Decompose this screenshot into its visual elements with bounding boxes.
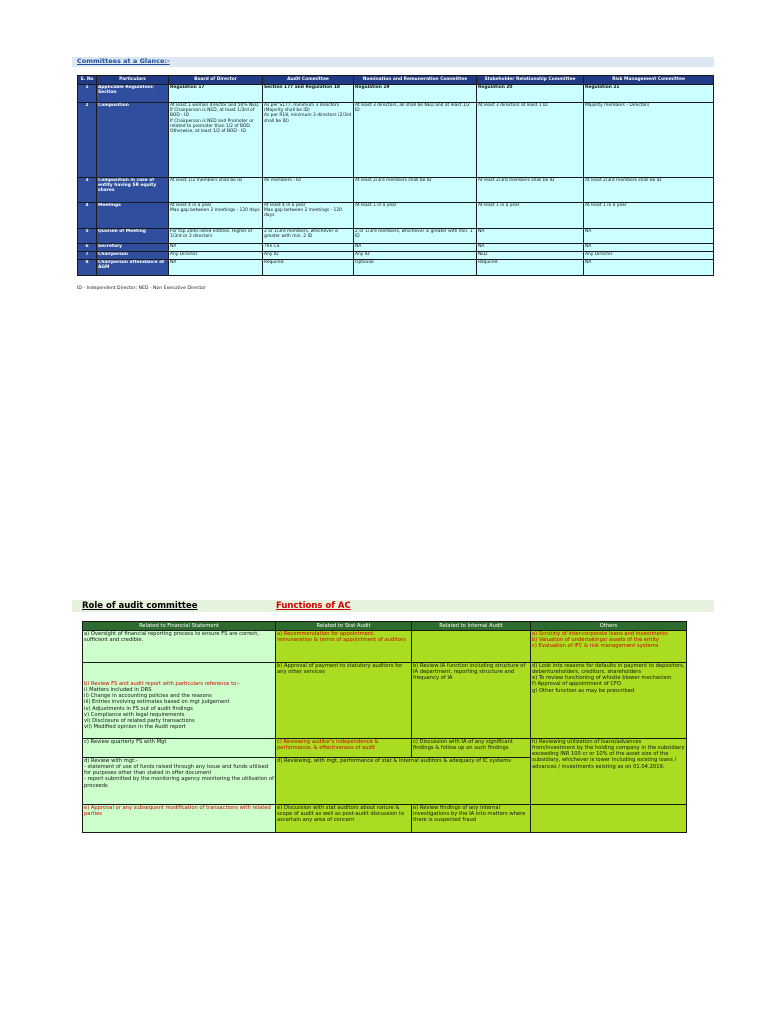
cell-ac: As per S177, minimum 3 directors (Majority shall be ID) As per R18, minimum 3 directors (2/3rd shall be ID) [263,103,354,178]
row-particular: Quorum of Meeting [97,229,169,244]
fs-item [83,805,276,833]
row-number: 5 [78,229,97,244]
stat-item [276,631,412,663]
row-particular: Composition in case of entity having SR equity shares [97,178,169,203]
fs-item-title: b) Review FS and audit report with particulars reference to:- [84,681,240,687]
col-header: Audit Committee [263,76,354,85]
cell-rmc: Any Director [584,252,714,260]
col-header: Related to Internal Audit [412,622,531,631]
committees-title: Committees at a Glance:- [77,57,170,65]
col-header: Nomination and Remuneration Committee [354,76,477,85]
fs-item: a) Oversight of financial reporting process to ensure FS are correct, sufficient and credible. [83,631,276,663]
row-number: 8 [78,260,97,276]
stat-item [276,739,412,758]
others-item [531,805,687,833]
col-header: Related to Financial Statement [83,622,276,631]
cell-nrc: Any ID [354,252,477,260]
col-header: Related to Stat Audit [276,622,412,631]
cell-src: Regulation 20 [477,85,584,103]
table-row [83,805,687,833]
audit-committee-title: Role of audit committee [82,601,198,611]
fs-item-list: i) Matters included in DRS ii) Change in accounting policies and the reasons iii) Entries involving estimates based on mgt judgement iv) Adjustments in FS out of audit findings v) Compliance with legal requirements vi) Disclosure of related party transactions vii) Modified opinion in the Audit report [84,687,230,730]
table-row [78,85,714,103]
cell-rmc: NA [584,229,714,244]
row-particular: Chairperson [97,252,169,260]
ia-item: c) Discussion with IA of any significant findings & follow up on such findings [412,739,531,758]
others-line: a) Scrutiny of inter-corporate loans and investments [532,631,668,637]
cell-nrc: Regulation 19 [354,85,477,103]
cell-rmc: At least 2/3rd members shall be ID [584,178,714,203]
table-header-row [83,622,687,631]
row-number: 4 [78,203,97,229]
cell-nrc: At least 2/3rd members shall be ID [354,178,477,203]
cell-rmc: Majority members - Directors [584,103,714,178]
row-particular: Applicable Regulation/ Section [97,85,169,103]
row-number: 6 [78,244,97,252]
cell-bod: Regulation 17 [169,85,263,103]
cell-nrc: At least 1 in a year [354,203,477,229]
cell-rmc: NA [584,260,714,276]
cell-bod: At least 1/2 members shall be ID [169,178,263,203]
col-header: Stakeholder Relationship Committee [477,76,584,85]
fs-item-text: e) Approval or any subsequent modification of transactions with related parties [84,805,271,818]
cell-bod: At least 4 in a year Max gap between 2 meetings - 120 days [169,203,263,229]
row-particular: Chairperson attendance at AGM [97,260,169,276]
cell-ac: Any ID [263,252,354,260]
ia-item [412,631,531,663]
row-particular: Composition [97,103,169,178]
table-row [78,178,714,203]
cell-ac: Required [263,260,354,276]
cell-src: At least 1 in a year [477,203,584,229]
cell-bod: NA [169,244,263,252]
cell-nrc: At least 3 directors, all shall be NED and at least 1/2 ID [354,103,477,178]
table-row [78,103,714,178]
stat-item: b) Approval of payment to statutory auditors for any other services [276,663,412,739]
abbreviation-note: ID - Independent Director; NED - Non Executive Director [77,286,206,291]
cell-rmc: Regulation 21 [584,85,714,103]
row-number: 3 [78,178,97,203]
cell-ac: Section 177 and Regulation 18 [263,85,354,103]
col-header: Particulars [97,76,169,85]
table-row [78,244,714,252]
cell-src: NED [477,252,584,260]
cell-bod: At least 1 woman director and 50% NED If Chairperson is NED, at least 1/3rd of BOD - ID If Chairperson is NED and Promoter or related to promoter than 1/2 of BOD. Otherwise, at least 1/2 of BOD - ID [169,103,263,178]
others-item [531,631,687,663]
fs-item: d) Review with mgt:- - statement of use of funds raised through any issue and funds utilised for purposes other than stated in offer document - report submitted by the monitoring agency monitoring the utilisation of proceeds [83,758,276,805]
ia-item: b) Review IA function including structure of IA department, reporting structure and frequency of IA [412,663,531,739]
cell-ac: At least 4 in a year Max gap between 2 meetings - 120 days [263,203,354,229]
row-particular: Secretary [97,244,169,252]
table-row [83,631,687,663]
cell-rmc: NA [584,244,714,252]
cell-rmc: At least 1 in a year [584,203,714,229]
table-row [78,260,714,276]
fs-item: c) Review quarterly FS with Mgt [83,739,276,758]
table-row [78,252,714,260]
stat-item-text: c) Reviewing auditor's independence & performance, & effectiveness of audit [277,739,379,752]
committees-table [77,75,714,276]
col-header: Risk Management Committee [584,76,714,85]
cell-ac: The CS [263,244,354,252]
cell-bod: For top 2000 listed entities, Higher of 1/3rd or 3 directors [169,229,263,244]
others-line: c) Evaluation of IFC & risk management systems [532,643,659,650]
stat-ia-shared-item: d) Reviewing, with mgt, performance of stat & internal auditors & adequacy of IC systems [276,758,531,805]
col-header: Others [531,622,687,631]
cell-nrc: Optional [354,260,477,276]
others-item: d) Look into reasons for defaults in payment to depositors, debentureholders, creditors, shareholders e) To review functioning of whistle blower mechanism f) Approval of appointment of CFO g) Other function as may be prescribed [531,663,687,739]
fs-item [83,663,276,739]
table-row [78,203,714,229]
table-row [78,229,714,244]
cell-ac: 2 or 1/3rd members, whichever is greater with min. 2 ID [263,229,354,244]
cell-src: NA [477,229,584,244]
cell-src: At least 2/3rd members shall be ID [477,178,584,203]
cell-src: Required [477,260,584,276]
cell-bod: Any Director [169,252,263,260]
stat-item-text: a) Recommendation for appointment, remuneration & terms of appointment of auditors [277,631,406,644]
functions-title: Functions of AC [276,601,351,611]
cell-nrc: NA [354,244,477,252]
others-item: h) Reviewing utilization of loans/advances from/investment by the holding company in the subsidiary exceeding INR 100 cr or 10% of the asset size of the subsidiary, whichever is lower including existing loans / advances / investments existing as on 01.04.2019. [531,739,687,805]
others-line: b) Valuation of undertakings/ assets of the entity [532,637,659,644]
row-number: 1 [78,85,97,103]
stat-item: e) Discussion with stat auditors about nature & scope of audit as well as post-audit discussion to ascertain any area of concern [276,805,412,833]
row-particular: Meetings [97,203,169,229]
table-row [83,739,687,758]
col-header: S. No [78,76,97,85]
cell-bod: NA [169,260,263,276]
row-number: 2 [78,103,97,178]
ia-item: e) Review findings of any internal investigations by the IA into matters where there is suspected fraud [412,805,531,833]
row-number: 7 [78,252,97,260]
cell-ac: All members - ID [263,178,354,203]
cell-src: At least 3 directors at least 1 ID [477,103,584,178]
functions-table [82,621,687,833]
cell-src: NA [477,244,584,252]
cell-nrc: 2 or 1/3rd members, whichever is greater with min. 1 ID [354,229,477,244]
col-header: Board of Director [169,76,263,85]
table-header-row [78,76,714,85]
